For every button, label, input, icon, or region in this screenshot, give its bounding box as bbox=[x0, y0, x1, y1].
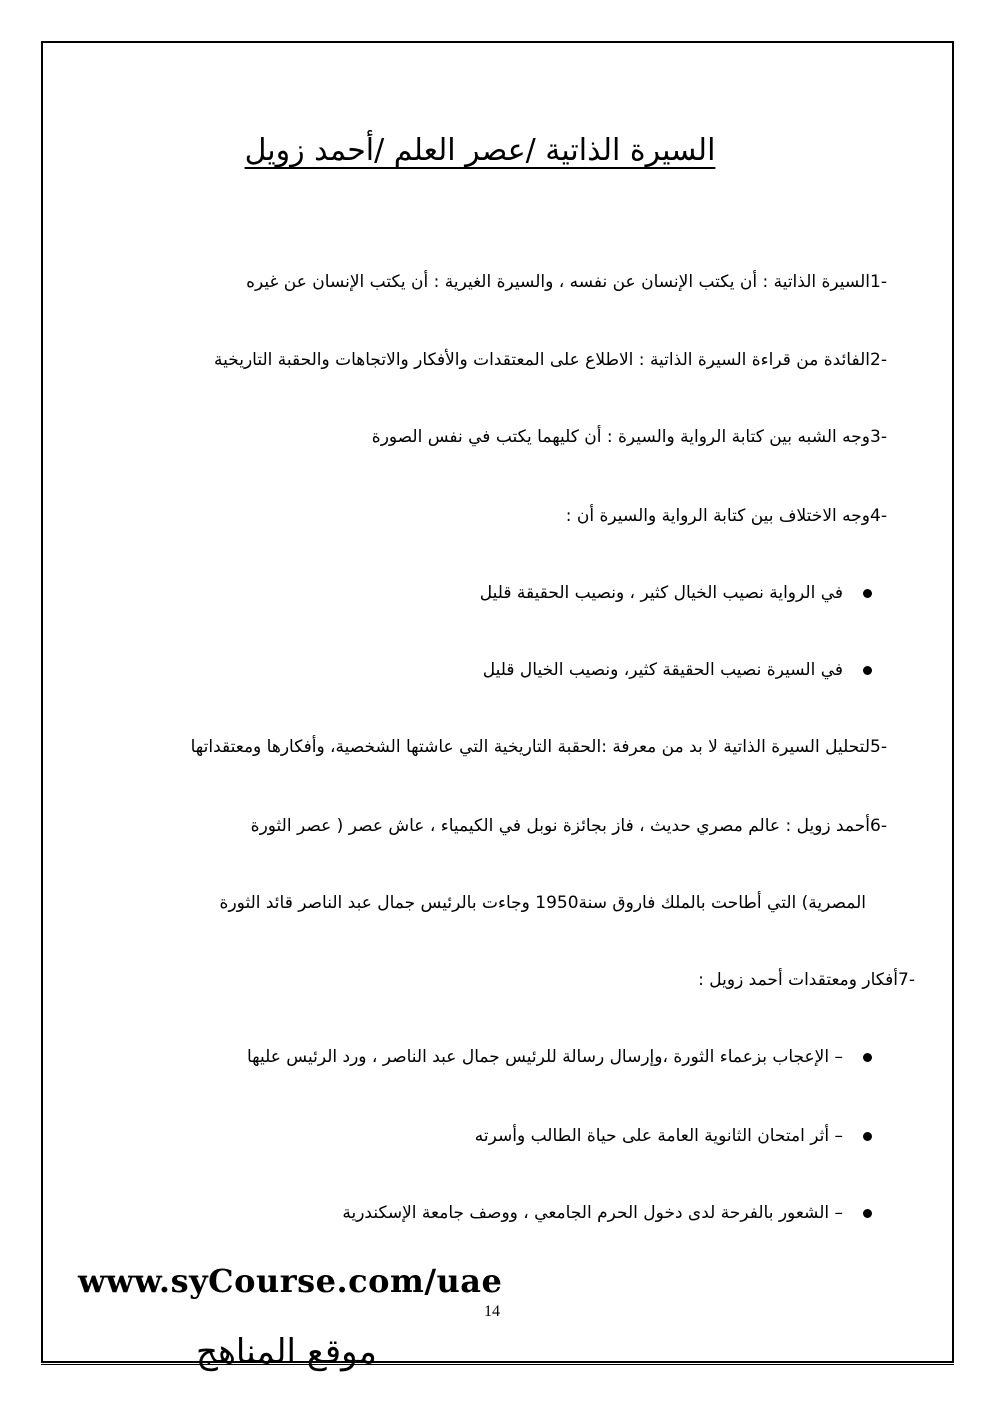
page-border-bottom-rule bbox=[41, 1364, 954, 1365]
bullet-item: – الشعور بالفرحة لدى دخول الحرم الجامعي ، ووصف جامعة الإسكندرية bbox=[342, 1203, 872, 1223]
bullet-item: في الرواية نصيب الخيال كثير ، ونصيب الحقيقة قليل bbox=[480, 583, 872, 603]
footer-url[interactable]: www.syCourse.com/uae bbox=[78, 1262, 503, 1300]
bullet-icon bbox=[863, 666, 872, 675]
list-item: 3-وجه الشبه بين كتابة الرواية والسيرة : أن كليهما يكتب في نفس الصورة bbox=[371, 427, 887, 447]
bullet-item: – أثر امتحان الثانوية العامة على حياة الطالب وأسرته bbox=[475, 1126, 872, 1146]
bullet-icon bbox=[863, 1132, 872, 1141]
list-item: 6-أحمد زويل : عالم مصري حديث ، فاز بجائزة نوبل في الكيمياء ، عاش عصر ( عصر الثورة bbox=[250, 816, 887, 836]
page-title: السيرة الذاتية /عصر العلم /أحمد زويل bbox=[244, 133, 716, 168]
bullet-icon bbox=[863, 589, 872, 598]
page-border bbox=[41, 41, 954, 1363]
page-number: 14 bbox=[484, 1303, 500, 1320]
list-item: 1-السيرة الذاتية : أن يكتب الإنسان عن نفسه ، والسيرة الغيرية : أن يكتب الإنسان عن غيره bbox=[246, 272, 887, 292]
bullet-icon bbox=[863, 1053, 872, 1062]
bullet-item: في السيرة نصيب الحقيقة كثير، ونصيب الخيال قليل bbox=[483, 660, 872, 680]
list-item-continuation: المصرية) التي أطاحت بالملك فاروق سنة1950 وجاءت بالرئيس جمال عبد الناصر قائد الثورة bbox=[219, 893, 866, 913]
bullet-icon bbox=[863, 1209, 872, 1218]
site-name: موقع المناهج bbox=[196, 1332, 377, 1372]
bullet-item: – الإعجاب بزعماء الثورة ،وإرسال رسالة للرئيس جمال عبد الناصر ، ورد الرئيس عليها bbox=[247, 1047, 872, 1067]
list-item: 2-الفائدة من قراءة السيرة الذاتية : الاطلاع على المعتقدات والأفكار والاتجاهات والحقبة التاريخية bbox=[214, 350, 887, 370]
list-item: 5-لتحليل السيرة الذاتية لا بد من معرفة :الحقبة التاريخية التي عاشتها الشخصية، وأفكارها ومعتقداتها bbox=[190, 737, 887, 757]
list-item: 7-أفكار ومعتقدات أحمد زويل : bbox=[698, 970, 915, 990]
list-item: 4-وجه الاختلاف بين كتابة الرواية والسيرة أن : bbox=[565, 506, 887, 526]
